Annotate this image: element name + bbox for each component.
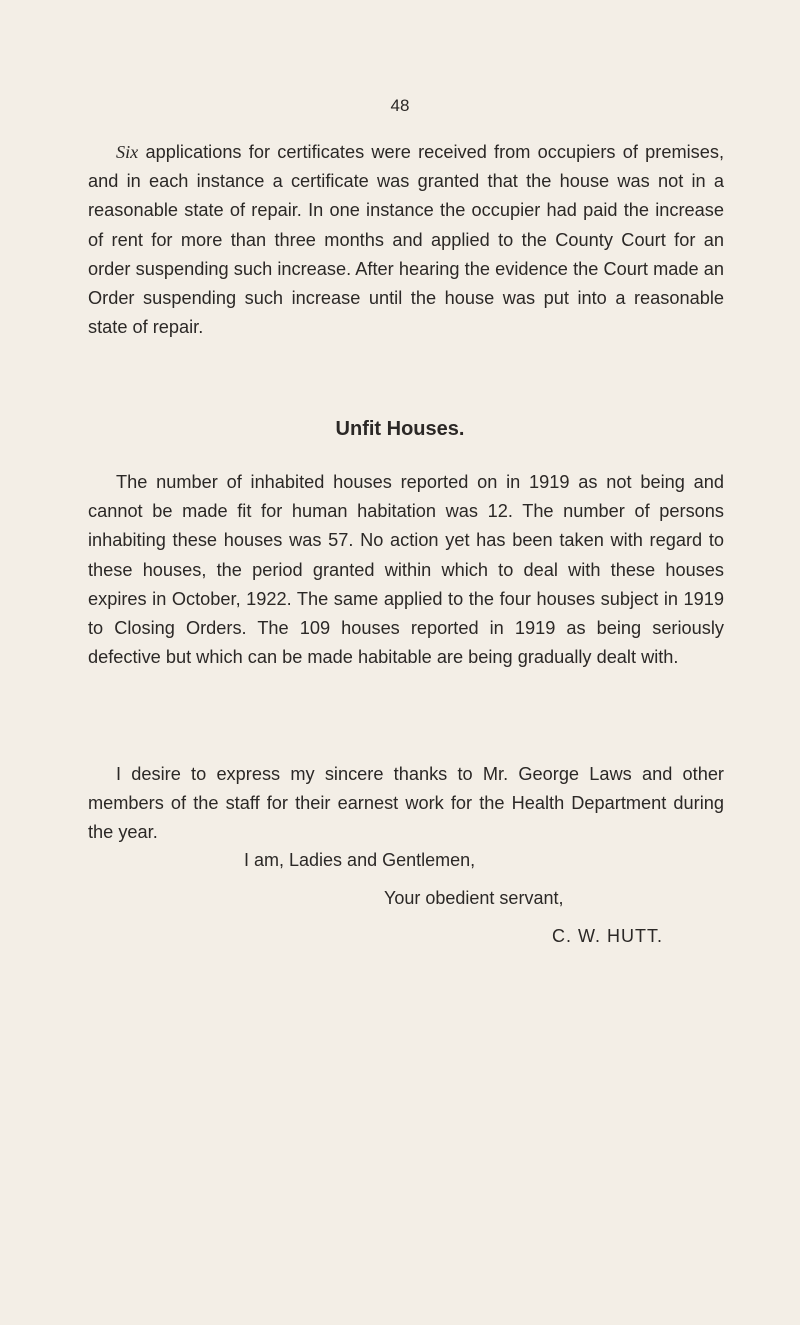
- paragraph-thanks: I desire to express my sincere thanks to Mr. George Laws and other members of the staff for their earnest work for the Health Department during the year.: [88, 764, 724, 843]
- paragraph-unfit-houses: The number of inhabited houses reported on in 1919 as not being and cannot be made fit for human habitation was 12. The number of persons inhabiting these houses was 57. No action yet has been taken with regard to these houses, the period granted within which to deal with these houses expires in October, 1922. The same applied to the four houses subject in 1919 to Closing Orders. The 109 houses reported in 1919 as being seriously defective but which can be made habitable are being gradually dealt with.: [88, 472, 724, 668]
- signature: C. W. HUTT.: [552, 926, 663, 946]
- closing-salutation: I am, Ladies and Gentlemen,: [244, 850, 476, 870]
- section-heading-unfit-houses: Unfit Houses.: [335, 418, 465, 440]
- closing-servant: Your obedient servant,: [384, 888, 564, 908]
- paragraph-lead-word: Six: [116, 142, 139, 162]
- page-number: 48: [390, 96, 410, 115]
- paragraph-certificates: [88, 138, 724, 342]
- paragraph-body: applications for certificates were received from occupiers of premises, and in each instance a certificate was granted that the house was not in a reasonable state of repair. In one instance the occupier had paid the increase of rent for more than three months and applied to the County Court for an order suspending such increase. After hearing the evidence the Court made an Order suspending such increase until the house was put into a reasonable state of repair.: [88, 142, 724, 338]
